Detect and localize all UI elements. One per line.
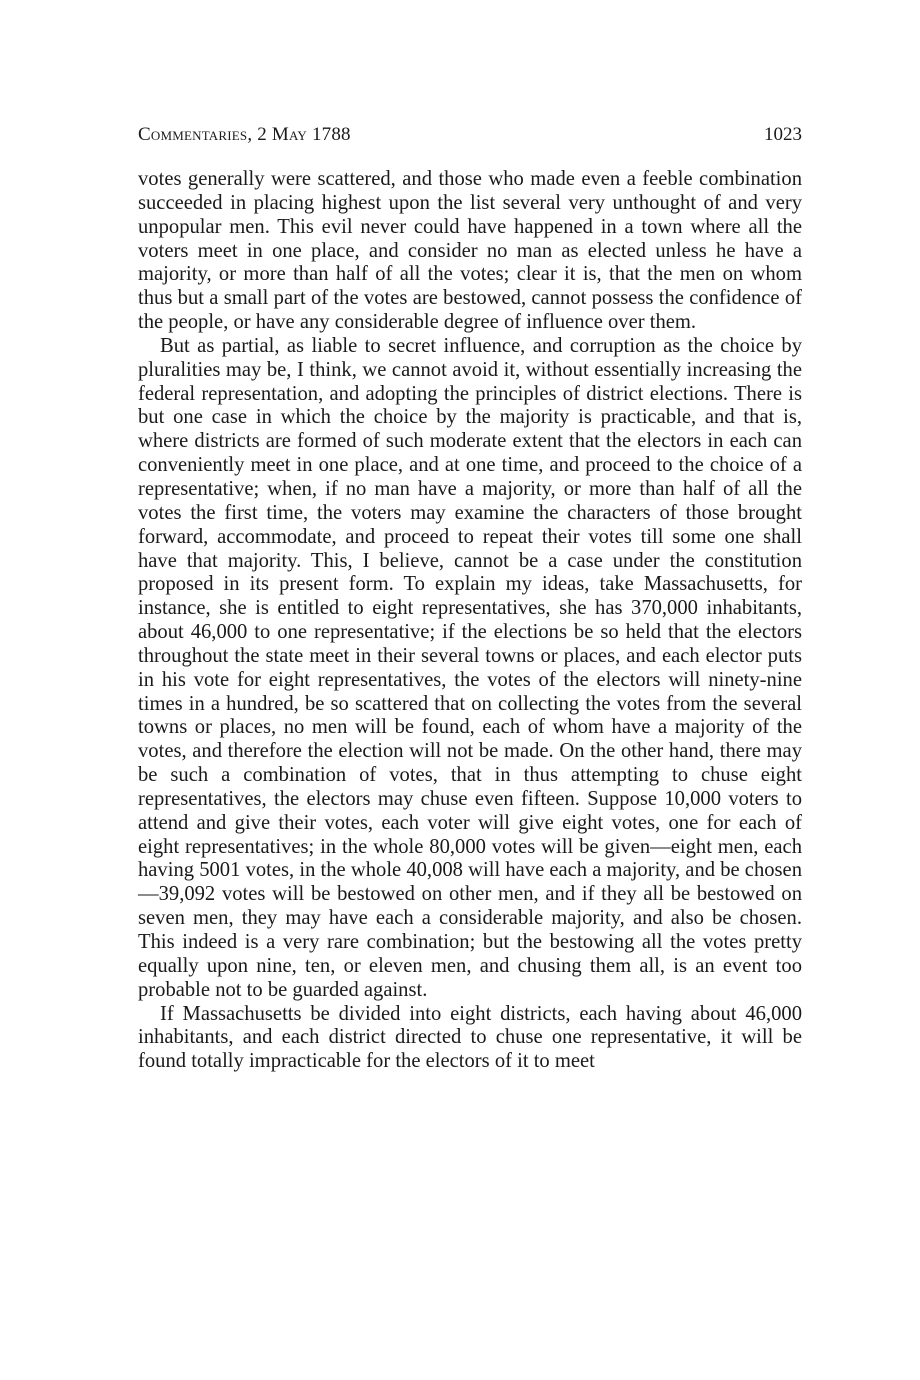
page-number: 1023: [764, 124, 802, 145]
paragraph-districts: If Massachusetts be divided into eight districts, each having about 46,000 inhabitants, and each district directed to chuse one representative, it will be found totally impracticable for the electors of it to meet: [138, 1002, 802, 1073]
document-page: [138, 122, 802, 1074]
paragraph-plurality-argument: But as partial, as liable to secret influence, and corruption as the choice by pluralities may be, I think, we cannot avoid it, without essentially increasing the federal representation, and adopting the principles of district elections. There is but one case in which the choice by the majority is practicable, and that is, where districts are formed of such moderate extent that the electors in each can conveniently meet in one place, and at one time, and proceed to the choice of a representative; when, if no man have a majority, or more than half of all the votes the first time, the voters may examine the characters of those brought forward, accommodate, and proceed to repeat their votes till some one shall have that majority. This, I believe, cannot be a case under the constitution proposed in its present form. To explain my ideas, take Massachusetts, for instance, she is entitled to eight representatives, she has 370,000 inhabitants, about 46,000 to one representative; if the elections be so held that the electors throughout the state meet in their several towns or places, and each elector puts in his vote for eight representatives, the votes of the electors will ninety-nine times in a hundred, be so scattered that on collecting the votes from the several towns or places, no men will be found, each of whom have a majority of the votes, and therefore the election will not be made. On the other hand, there may be such a combination of votes, that in thus attempting to chuse eight representatives, the electors may chuse even fifteen. Suppose 10,000 voters to attend and give their votes, each voter will give eight votes, one for each of eight representatives; in the whole 80,000 votes will be given—eight men, each having 5001 votes, in the whole 40,008 will have each a majority, and be chosen—39,092 votes will be bestowed on other men, and if they all be bestowed on seven men, they may have each a considerable majority, and also be chosen. This indeed is a very rare combination; but the bestowing all the votes pretty equally upon nine, ten, or eleven men, and chusing them all, is an event too probable not to be guarded against.: [138, 334, 802, 1001]
running-header: [138, 122, 802, 148]
paragraph-continued: votes generally were scattered, and those who made even a feeble combination succeeded in placing highest upon the list several very unthought of and very unpopular men. This evil never could have happened in a town where all the voters meet in one place, and consider no man as elected unless he have a majority, or more than half of all the votes; clear it is, that the men on whom thus but a small part of the votes are bestowed, cannot possess the confidence of the people, or have any considerable degree of influence over them.: [138, 168, 802, 334]
body-text: [138, 168, 802, 1074]
running-title: Commentaries, 2 May 1788: [138, 124, 351, 145]
